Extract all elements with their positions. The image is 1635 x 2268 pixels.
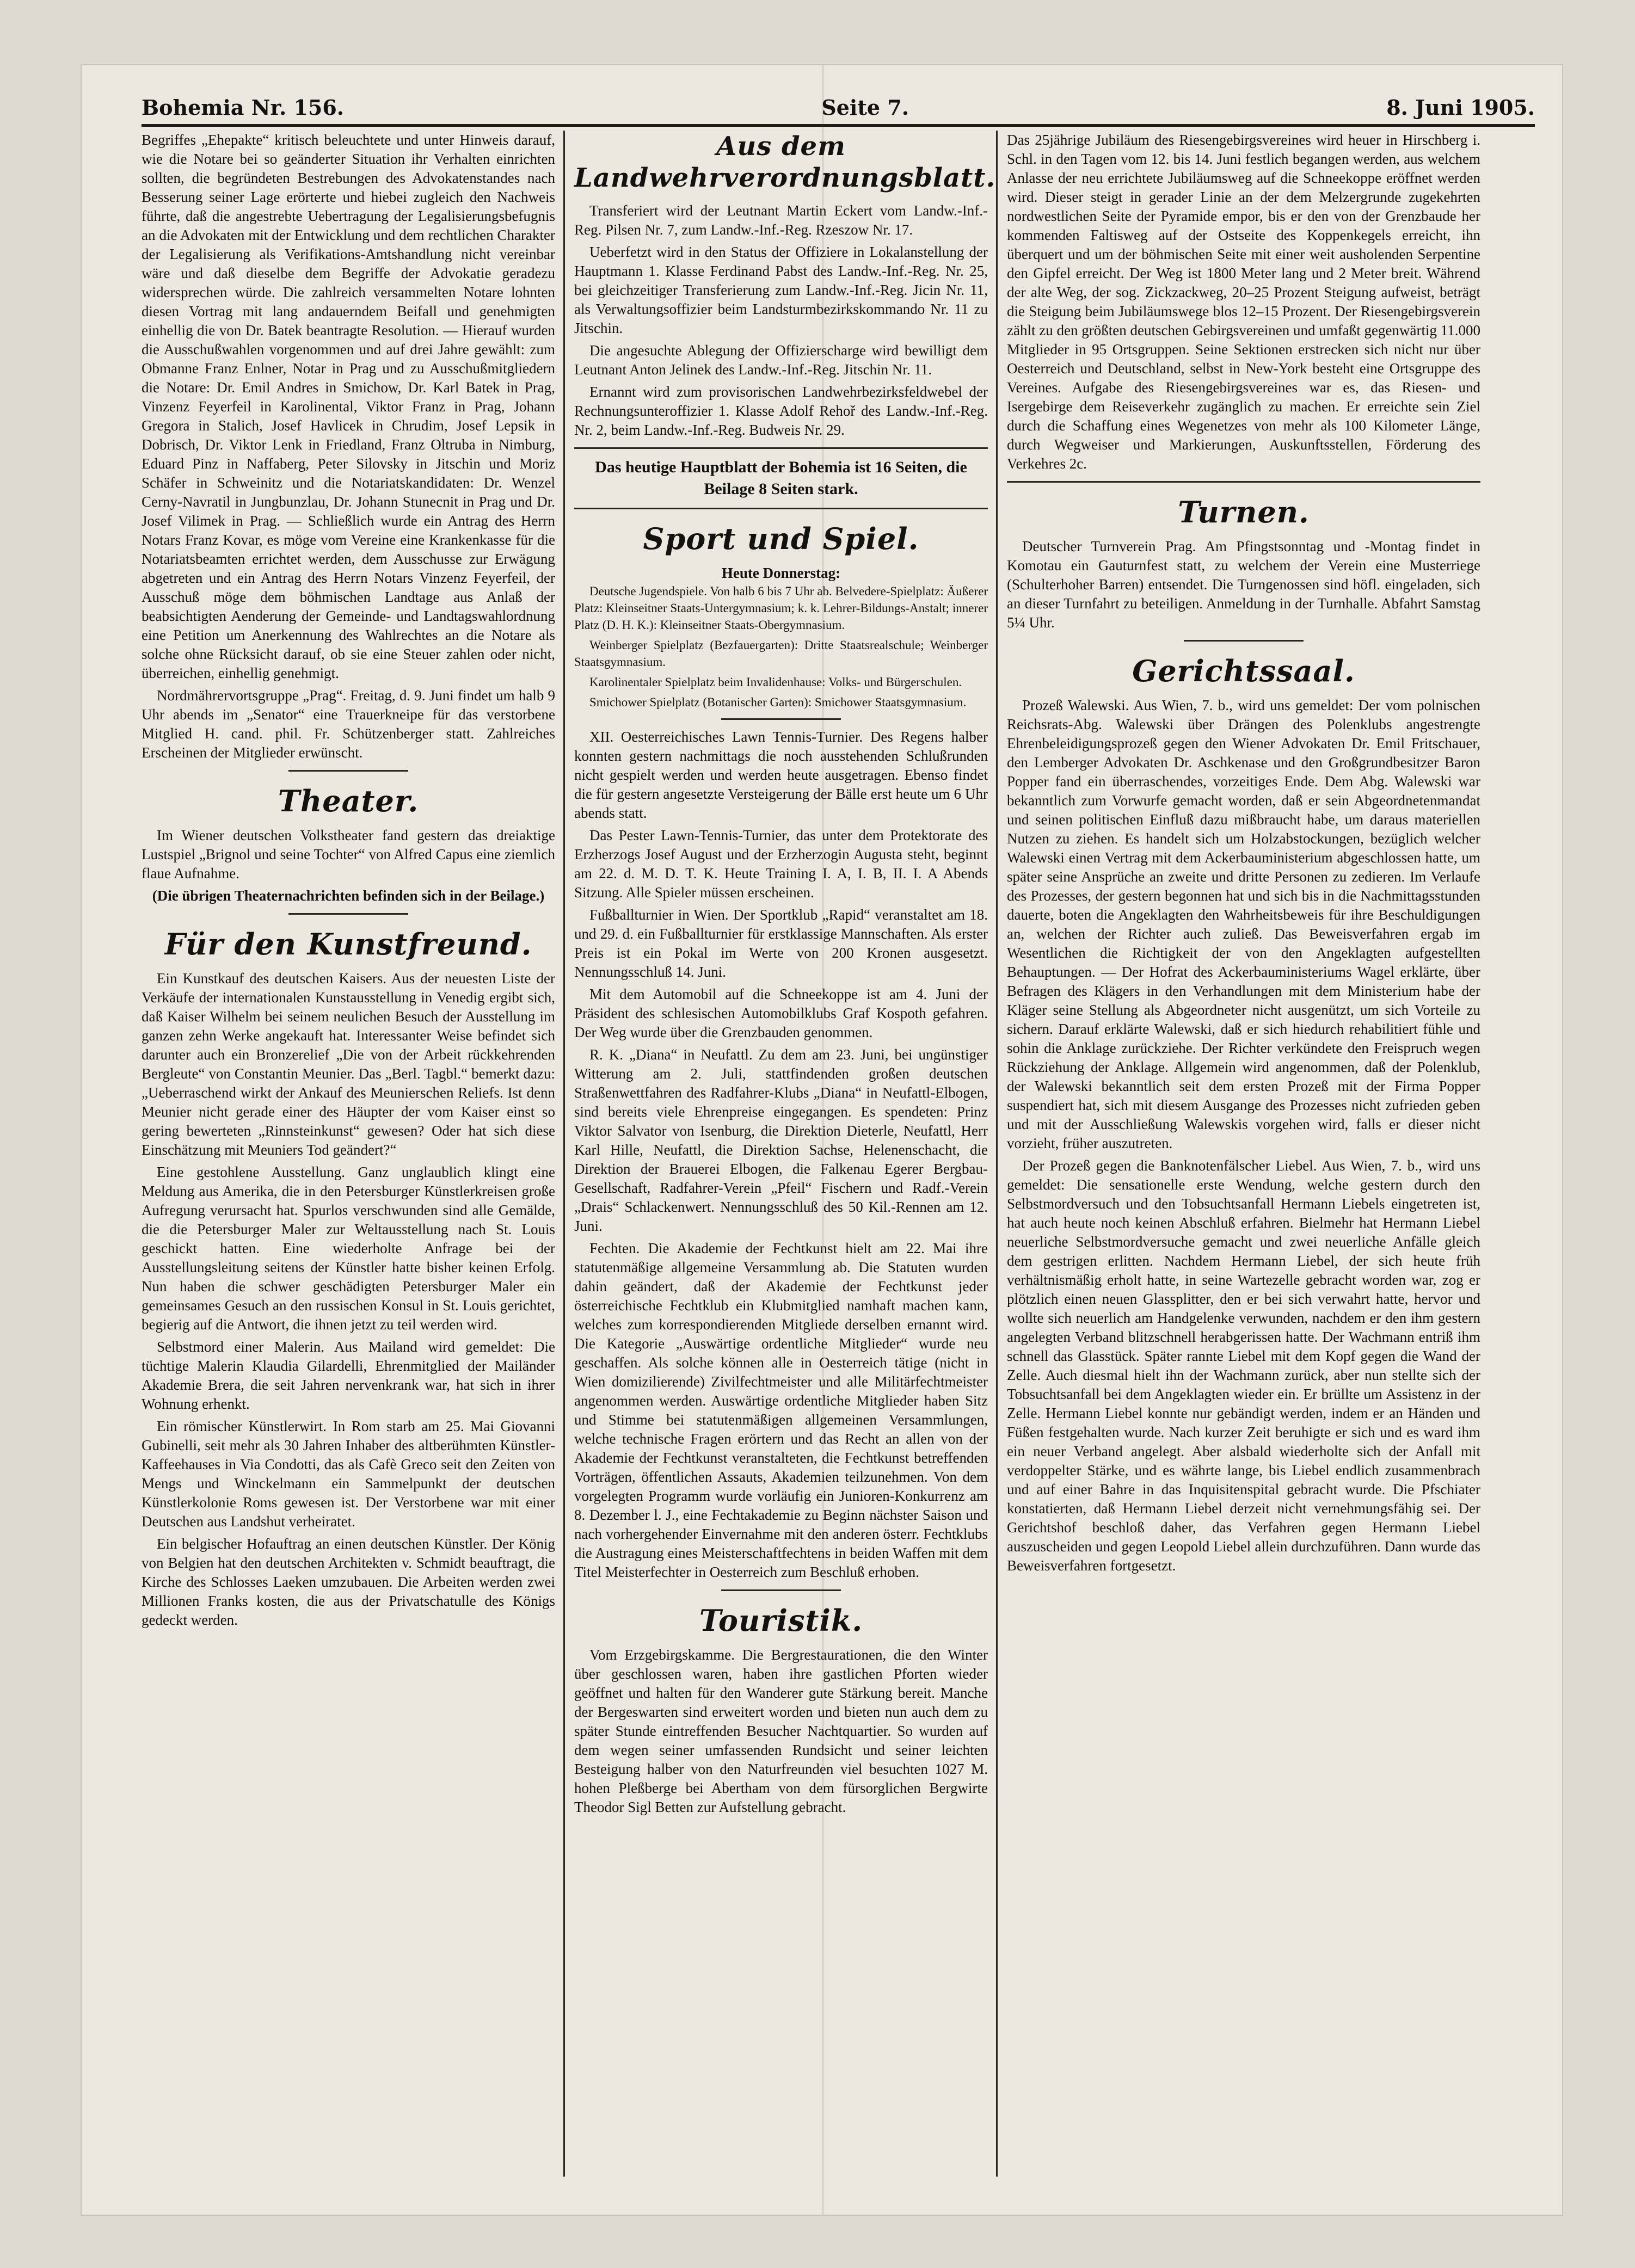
kunst-article-malerin: Selbstmord einer Malerin. Aus Mailand wird gemeldet: Die tüchtige Malerin Klaudia Gilardelli, Ehrenmitglied der Mailänder Akademie Brera, die seit Jahren nervenkrank war, hat sich in ihrer Wohnung erhenkt. (142, 1339, 555, 1412)
gerichtssaal-heading: Gerichtssaal. (1132, 654, 1355, 688)
divider (574, 447, 988, 449)
divider (1184, 640, 1304, 642)
newspaper-page (82, 65, 1562, 2215)
gericht-liebel: Der Prozeß gegen die Banknotenfälscher Liebel. Aus Wien, 7. b., wird uns gemeldet: Die sensationelle erste Wendung, welche gestern durch den Selbstmordversuch und den Tobsuchtsanfall Hermann Liebels eingetreten ist, hat auch heute noch keinen Abschluß erfahren. Bielmehr hat Hermann Liebel neuerliche Selbstmordversuche gemacht und zwei neuerliche Anfälle gleich dem gestrigen erlitten. Nachdem Hermann Liebel, der sich heute früh verhältnismäßig erholt hatte, in seine Wartezelle gebracht worden war, zog er plötzlich einen neuen Glassplitter, den er bei sich verwahrt hatte, hervor und wollte sich neuerlich am Handgelenke verwunden, nachdem er den ihm gestern angelegten Verband blitzschnell herabgerissen hatte. Der Wachmann entriß ihm schnell das Glasstück. Später rannte Liebel mit dem Kopf gegen die Wand der Zelle. Auch diesmal hielt ihn der Wachmann zurück, aber nun stellte sich der Tobsuchtsanfall bei dem Angeklagten wieder ein. Er brüllte um Assistenz in der Zelle. Hermann Liebel konnte nur gebändigt werden, indem er an Händen und Füßen festgehalten wurde. Nach kurzer Zeit beruhigte er sich und es ward ihm ein neuer Verband angelegt. Aber alsbald wiederholte sich der Anfall mit verdoppelter Stärke, und es währte lange, bis Liebel endlich zusammenbrach und auf einer Bahre in das Inquisitenspital gebracht wurde. Die Pfschiater konstatierten, daß Hermann Liebel derzeit nicht vernehmungsfähig sei. Der Gerichtshof beschloß daher, das Verfahren gegen Hermann Liebel auszuscheiden und gegen Leopold Liebel allein durchzuführen. Dann wurde das Beweisverfahren fortgesetzt. (1007, 1157, 1480, 1574)
landwehr-item: Ueberfetzt wird in den Status der Offiziere in Lokalanstellung der Hauptmann 1. Klasse Ferdinand Pabst des Landw.-Inf.-Reg. Nr. 25, bei gleichzeitiger Transferierung zum Landw.-Inf.-Reg. Jicin Nr. 11, als Verwaltungsoffizier beim Landsturmbezirkskommando Nr. 11 zu Jitschin. (574, 244, 988, 336)
column-divider-1 (563, 131, 565, 2177)
column-3 (1007, 131, 1480, 1579)
paper-fold-shadow (822, 65, 824, 2215)
sport-schedule-smichow: Smichower Spielplatz (Botanischer Garten): Smichower Staatsgymnasium. (589, 695, 967, 709)
sport-heading: Sport und Spiel. (643, 521, 919, 556)
divider (288, 913, 408, 915)
sport-fechten: Fechten. Die Akademie der Fechtkunst hielt am 22. Mai ihre statutenmäßige allgemeine Versammlung ab. Die Statuten wurden dahin geändert, daß der Akademie der Fechtkunst jeder österreichische Fechtklub ein Klubmitglied namhaft machen kann, welches zum korrespondierenden Mitgliede derselben ernannt wird. Die Kategorie „Auswärtige ordentliche Mitglieder“ wurde neu geschaffen. Als solche können alle in Oesterreich tätige (nicht in Wien domizilierende) Zivilfechtmeister und alle Militärfechtmeister angenommen werden. Auswärtige ordentliche Mitglieder haben Sitz und Stimme bei statutenmäßigen allgemeinen Versammlungen, welche technische Fragen erörtern und das Recht an allen von der Akademie der Fechtkunst veranstalteten, die Fechtkunst betreffenden Vorträgen, öffentlichen Assauts, Akademien teilzunehmen. Von dem vorgelegten Programm wurde vorläufig ein Junioren-Konkurrenz am 8. Dezember l. J., eine Fechtakademie zu Beginn nächster Saison und nach vorhergehender Einvernahme mit den anderen österr. Fechtklubs die Austragung eines Meisterschaftfechtens in beiden Waffen mit dem Titel Meisterfechter in Oesterreich zum Beschluß erhoben. (574, 1240, 988, 1580)
page-number: Seite 7. (821, 95, 909, 120)
column-divider-2 (996, 131, 998, 2177)
divider (574, 508, 988, 509)
jubilaeum-article: Das 25jährige Jubiläum des Riesengebirgsvereines wird heuer in Hirschberg i. Schl. in den Tagen vom 12. bis 14. Juni festlich begangen werden, aus welchem Anlasse der neu errichtete Jubiläumsweg auf die Schneekoppe eröffnet werden wird. Dieser steigt in gerader Linie an der dem Melzergrunde zugekehrten nordwestlichen Seite der Pyramide empor, bis er den von der Grenzbaude her kommenden Faltisweg auf der Ostseite des Koppenkegels erreicht, ihn überquert und um der böhmischen Seite mit einer weit ausholenden Serpentine den Gipfel erreicht. Der Weg ist 1800 Meter lang und 2 Meter breit. Während der alte Weg, der sog. Zickzackweg, 20–25 Prozent Steigung aufweist, beträgt die Steigung beim Jubiläumswege blos 12–15 Prozent. Der Riesengebirgsverein zählt zu den größten deutschen Gebirgsvereinen und umfaßt gegenwärtig 11.000 Mitglieder in 95 Ortsgruppen. Seine Sektionen erstrecken sich nicht nur über Oesterreich und Deutschland, selbst in New-York besteht eine Ortsgruppe des Vereines. Aufgabe des Riesengebirgsvereines war es, das Riesen- und Isergebirge dem Reiseverkehr zugänglich zu machen. Er erreichte sein Ziel durch die Schaffung eines Wegenetzes von mehr als 100 Kilometer Länge, durch Wegweiser und Markierungen, Auskunftsstellen, Förderung des Verkehres 2c. (1007, 132, 1480, 472)
page-header (142, 82, 1535, 127)
sport-fussball: Fußballturnier in Wien. Der Sportklub „Rapid“ veranstaltet am 18. und 29. d. ein Fußballturnier für erstklassige Mannschaften. Als erster Preis ist ein Pokal im Werte von 200 Kronen ausgesetzt. Nennungsschluß 14. Juni. (574, 907, 988, 980)
landwehr-item: Transferiert wird der Leutnant Martin Eckert vom Landw.-Inf.-Reg. Pilsen Nr. 7, zum Landw.-Inf.-Reg. Rzeszow Nr. 17. (574, 202, 988, 238)
sport-automobil: Mit dem Automobil auf die Schneekoppe ist am 4. Juni der Präsident des schlesischen Automobilklubs Graf Kospoth gefahren. Der Weg wurde über die Grenzbauden genommen. (574, 986, 988, 1040)
page-count-notice: Das heutige Hauptblatt der Bohemia ist 16 Seiten, die Beilage 8 Seiten stark. (595, 458, 967, 498)
sport-today-label: Heute Donnerstag: (721, 565, 841, 581)
divider (288, 770, 408, 772)
kunst-article-hofauftrag: Ein belgischer Hofauftrag an einen deutschen Künstler. Der König von Belgien hat den deutschen Architekten v. Schmidt beauftragt, die Kirche des Schlosses Laeken umzubauen. Die Arbeiten werden zwei Millionen Franks kosten, die aus der Privatschatulle des Königs gedeckt werden. (142, 1536, 555, 1628)
issue-date: 8. Juni 1905. (1386, 95, 1535, 120)
turnen-heading: Turnen. (1178, 495, 1310, 529)
theater-heading: Theater. (278, 784, 419, 818)
landwehr-item: Die angesuchte Ablegung der Offizierscharge wird bewilligt dem Leutnant Anton Jelinek des Landw.-Inf.-Reg. Jitschin Nr. 11. (574, 342, 988, 378)
theater-article: Im Wiener deutschen Volkstheater fand gestern das dreiaktige Lustspiel „Brignol und seine Tochter“ von Alfred Capus eine ziemlich flaue Aufnahme. (142, 827, 555, 882)
sport-schedule-weinberg: Weinberger Spielplatz (Bezfauergarten): Dritte Staatsrealschule; Weinberger Staatsgymnasium. (574, 638, 988, 669)
kunst-article-ausstellung: Eine gestohlene Ausstellung. Ganz unglaublich klingt eine Meldung aus Amerika, die in den Petersburger Künstlerkreisen große Aufregung verursacht hat. Spurlos verschwunden sind alle Gemälde, die die Petersburger Maler zur Weltausstellung nach St. Louis geschickt hatten. Eine wiederholte Anfrage bei der Ausstellungsleitung seitens der Künstler hatte bisher keinen Erfolg. Nun haben die schwer geschädigten Petersburger Maler ein gemeinsames Gesuch an den russischen Konsul in St. Louis gerichtet, begierig auf die Antwort, die ihnen jetzt zu teil werden wird. (142, 1164, 555, 1333)
sport-diana: R. K. „Diana“ in Neufattl. Zu dem am 23. Juni, bei ungünstiger Witterung am 2. Juli, stattfindenden großen deutschen Straßenwettfahren des Radfahrer-Klubs „Diana“ in Neufattl-Elbogen, sind bereits viele Ehrenpreise eingegangen. Es spendeten: Prinz Viktor Salvator von Isenburg, die Direktion Dieterle, Neufattl, Herr Karl Hille, Neufattl, die Direktion Sachse, Helenenschacht, die Direktion der Brauerei Elbogen, die Falkenau Egerer Bergbau-Gesellschaft, Radfahrer-Verein „Pfeil“ Fischern und Radf.-Verein „Drais“ Schlackenwert. Nennungsschluß des 50 Kil.-Rennen am 12. Juni. (574, 1046, 988, 1234)
sport-schedule-jugend: Deutsche Jugendspiele. Von halb 6 bis 7 Uhr ab. Belvedere-Spielplatz: Äußerer Platz: Kleinseitner Staats-Untergymnasium; k. k. Lehrer-Bildungs-Anstalt; innerer Platz (D. H. K.): Kleinseitner Staats-Obergymnasium. (574, 584, 988, 632)
column-2 (574, 131, 996, 1820)
landwehr-heading: Aus dem Landwehrverordnungsblatt. (574, 131, 996, 193)
kunst-article-kuenstlerwirt: Ein römischer Künstlerwirt. In Rom starb am 25. Mai Giovanni Gubinelli, seit mehr als 30 Jahren Inhaber des altberühmten Künstler-Kaffeehauses in Via Condotti, das als Cafè Greco seit den Zeiten von Mengs und Winckelmann ein Sammelpunkt der deutschen Künstlerkolonie Roms gewesen ist. Der Verstorbene war mit einer Deutschen aus Landshut verheiratet. (142, 1418, 555, 1530)
touristik-heading: Touristik. (699, 1603, 863, 1638)
nordmaehrer-notice: Nordmährervortsgruppe „Prag“. Freitag, d. 9. Juni findet um halb 9 Uhr abends im „Senator“ eine Trauerkneipe für das verstorbene Mitglied H. cand. phil. Fr. Schützenberger statt. Zahlreiches Erscheinen der Mitglieder erwünscht. (142, 687, 555, 761)
kunst-article-kaiser: Ein Kunstkauf des deutschen Kaisers. Aus der neuesten Liste der Verkäufe der internationalen Kunstausstellung in Venedig ergibt sich, daß Kaiser Wilhelm bei seinem neulichen Besuch der Ausstellung im ganzen zehn Werke angekauft hat. Interessanter Weise befindet sich darunter auch ein Bronzerelief „Die von der Arbeit rückkehrenden Bergleute“ von Constantin Meunier. Das „Berl. Tagbl.“ bemerkt dazu: „Ueberraschend wirkt der Ankauf des Meunierschen Reliefs. Ist denn Meunier nicht gerade einer des Häupter der vom Kaiser einst so gering bewerteten „Rinnsteinkunst“ gewesen? Oder hat sich diese Einschätzung mit Meuniers Tod geändert?“ (142, 970, 555, 1158)
notary-article-continuation: Begriffes „Ehepakte“ kritisch beleuchtete und unter Hinweis darauf, wie die Notare bei so geänderter Situation ihr Verhalten einrichten sollten, die begründeten Bestrebungen des Advokatenstandes nach Besserung seiner Lage erörterte und hiebei zugleich den Nachweis führte, daß die angestrebte Uebertragung der Legalisierungsbefugnis an die Advokaten mit der Entwicklung und dem rechtlichen Charakter der Legalisierung als Verifikations-Amtshandlung nicht vereinbar wäre und daß dieselbe dem Begriffe der Advokatie geradezu widersprechen würde. Die zahlreich versammelten Notare lohnten diesen Vortrag mit lang andauerndem Beifall und genehmigten einhellig die von Dr. Batek beantragte Resolution. — Hierauf wurden die Ausschußwahlen vorgenommen und auf drei Jahre gewählt: zum Obmanne Franz Enlner, Notar in Prag und zu Ausschußmitgliedern die Notare: Dr. Emil Andres in Smichow, Dr. Karl Batek in Prag, Vinzenz Feyerfeil in Karolinental, Viktor Franz in Prag, Johann Gregora in Stalich, Josef Havlicek in Chrudim, Josef Lepsik in Dobrisch, Dr. Viktor Lenk in Friedland, Franz Oltruba in Nimburg, Eduard Pinz in Naffaberg, Peter Silovsky in Jitschin und Moriz Schäfer in Schweinitz und die Notariatskandidaten: Dr. Wenzel Cerny-Navratil in Jungbunzlau, Dr. Johann Stunecnit in Prag und Dr. Josef Vilimek in Prag. — Schließlich wurde ein Antrag des Herrn Notars Franz Kovar, es möge vom Vereine eine Krankenkasse für die Notariatsbeamten errichtet werden, dem Ausschusse zur Erwägung abgetreten und ein Antrag des Herrn Notars Vinzenz Feyerfeil, der Ausschuß möge dem böhmischen Landtage aus Anlaß der beabsichtigten Aenderung der Gemeinde- und Landtagswahlordnung eine Petition um Anerkennung des Wahlrechtes an die Notare als solche ohne Rücksicht darauf, ob sie eine Steuer zahlen oder nicht, überreichen, einhellig genehmigt. (142, 132, 555, 681)
sport-pester: Das Pester Lawn-Tennis-Turnier, das unter dem Protektorate des Erzherzogs Josef August und der Erzherzogin Augusta steht, beginnt am 22. d. M. D. T. K. Heute Training I. A, I. B, II. I. A Abends Sitzung. Alle Spieler müssen erscheinen. (574, 827, 988, 901)
turnen-article: Deutscher Turnverein Prag. Am Pfingstsonntag und -Montag findet in Komotau ein Gauturnfest statt, zu welchem der Verein eine Musterriege (Schulterhoher Barren) entsendet. Die Turngenossen sind höfl. eingeladen, sich an dieser Turnfahrt zu beteiligen. Anmeldung in der Turnhalle. Abfahrt Samstag 5¼ Uhr. (1007, 538, 1480, 631)
theater-note: (Die übrigen Theaternachrichten befinden sich in der Beilage.) (152, 888, 545, 904)
kunstfreund-heading: Für den Kunstfreund. (164, 927, 532, 962)
sport-tennis: XII. Oesterreichisches Lawn Tennis-Turnier. Des Regens halber konnten gestern nachmittags die noch ausstehenden Schlußrunden nicht gespielt werden und werden heute ausgetragen. Ebenso findet die für gestern angesetzte Versteigerung der Bälle erst heute um 6 Uhr abends statt. (574, 729, 988, 821)
divider (1007, 481, 1480, 483)
masthead-issue: Bohemia Nr. 156. (142, 95, 345, 120)
landwehr-item: Ernannt wird zum provisorischen Landwehrbezirksfeldwebel der Rechnungsunteroffizier 1. Klasse Adolf Rehoř des Landw.-Inf.-Reg. Nr. 2, beim Landw.-Inf.-Reg. Budweis Nr. 29. (574, 384, 988, 438)
gericht-walewski: Prozeß Walewski. Aus Wien, 7. b., wird uns gemeldet: Der vom polnischen Reichsrats-Abg. Walewski über Drängen des Polenklubs angestrengte Ehrenbeleidigungsprozeß gegen den Wiener Advokaten Dr. Emil Fritschauer, den Lemberger Advokaten Dr. Aschkenase und den Großgrundbesitzer Baron Popper fand ein überraschendes, vorzeitiges Ende. Dem Abg. Walewski war bekanntlich zum Vorwurfe gemacht worden, daß er sein Abgeordnetenmandat und seinen politischen Einfluß dazu mißbraucht habe, um daraus materiellen Nutzen zu ziehen. Es handelt sich um Holzabstockungen, bezüglich welcher Walewski einen Vertrag mit dem Ackerbauministerium abgeschlossen hatte, um später seine Ansprüche an zweite und dritte Personen zu zedieren. Im Verlaufe des Prozesses, der gestern begonnen hat und sich bis in die Nachmittagsstunden dauerte, boten die Angeklagten den Wahrheitsbeweis für ihre Beschuldigungen an, welchen der Richter auch zuließ. Das Beweisverfahren ergab im Wesentlichen die Richtigkeit der von den Angeklagten aufgestellten Behauptungen. — Der Hofrat des Ackerbauministeriums Wagel erklärte, über Befragen des Klägers in den Verhandlungen mit dem Ministerium habe der Kläger seine Stellung als Abgeordneter nicht ausgenützt, um sich Vorteile zu sichern. Darauf erklärte Walewski, daß er sich hiedurch rehabilitiert fühle und sohin die Anklage zurückziehe. Der Richter verkündete den Freispruch wegen Rückziehung der Anklage. Allgemein wird angenommen, daß der Polenklub, der Walewski bekanntlich seit dem ersten Prozeß mit der Firma Popper suspendiert hat, sich mit diesem Ausgange des Prozesses nicht zufrieden geben und mit der Ausschließung Walewskis vorgehen wird, falls er dieser nicht vorzieht, früher auszutreten. (1007, 697, 1480, 1151)
column-1 (142, 131, 555, 1633)
touristik-article: Vom Erzgebirgskamme. Die Bergrestaurationen, die den Winter über geschlossen waren, haben ihre gastlichen Pforten wieder geöffnet und halten für den Wanderer gute Stärkung bereit. Manche der Bergeswarten sind erweitert worden und bieten nun auch dem zu später Stunde eintreffenden Besucher Nachtquartier. So wurden auf dem wegen seiner umfassenden Rundsicht und seiner leichten Besteigung halber von den Naturfreunden viel besuchten 1027 M. hohen Pleßberge bei Abertham von dem fürsorglichen Bergwirte Theodor Sigl Betten zur Aufstellung gebracht. (574, 1647, 988, 1815)
sport-schedule-karolinen: Karolinentaler Spielplatz beim Invalidenhause: Volks- und Bürgerschulen. (589, 675, 962, 689)
